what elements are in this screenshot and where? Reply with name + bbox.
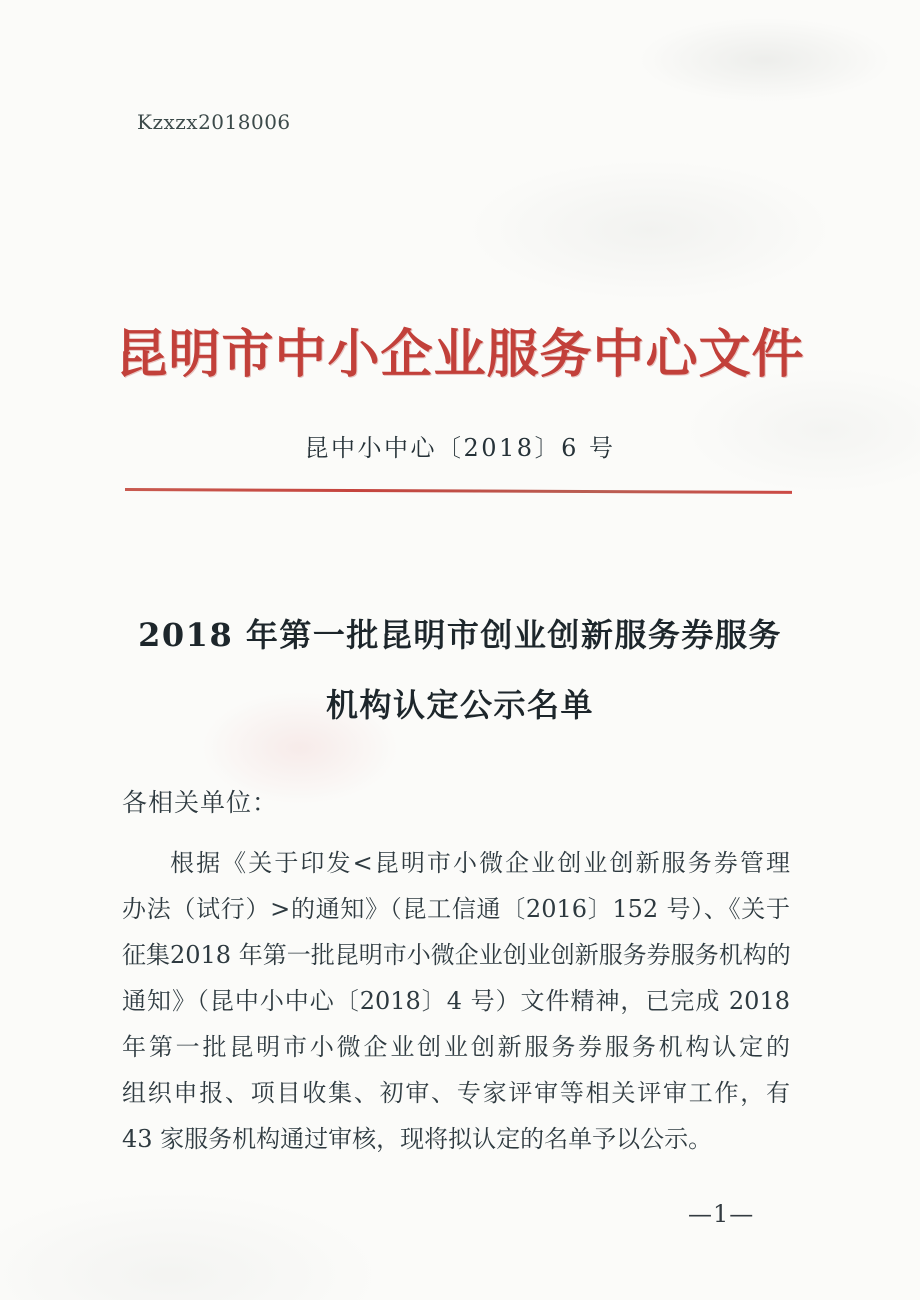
body-line: 组织申报、项目收集、初审、专家评审等相关评审工作，有 (122, 1079, 790, 1107)
subject-title (0, 600, 920, 740)
body-line: 43 家服务机构通过审核，现将拟认定的名单予以公示。 (122, 1125, 713, 1153)
subject-title-line1: 2018 年第一批昆明市创业创新服务券服务 (138, 616, 782, 654)
body-line: 年第一批昆明市小微企业创业创新服务券服务机构认定的 (122, 1033, 790, 1061)
body-line: 根据《关于印发<昆明市小微企业创业创新服务券管理 (170, 849, 790, 877)
doc-number: 昆中小中心〔2018〕6 号 (304, 434, 616, 462)
doc-code: Kzxzx2018006 (137, 110, 291, 134)
subject-title-line2: 机构认定公示名单 (325, 686, 594, 724)
letterhead-divider-rule (125, 488, 792, 494)
body-line: 征集2018 年第一批昆明市小微企业创业创新服务券服务机构的 (122, 941, 791, 969)
body-line: 办法（试行）>的通知》（昆工信通〔2016〕152 号）、《关于 (122, 895, 790, 923)
body-paragraph (122, 840, 790, 1162)
letterhead-org-name: 昆明市中小企业服务中心文件 (115, 324, 805, 385)
salutation: 各相关单位： (122, 788, 279, 817)
body-line: 通知》（昆中小中心〔2018〕4 号）文件精神，已完成 2018 (122, 987, 790, 1015)
page-number: —1— (688, 1200, 755, 1228)
